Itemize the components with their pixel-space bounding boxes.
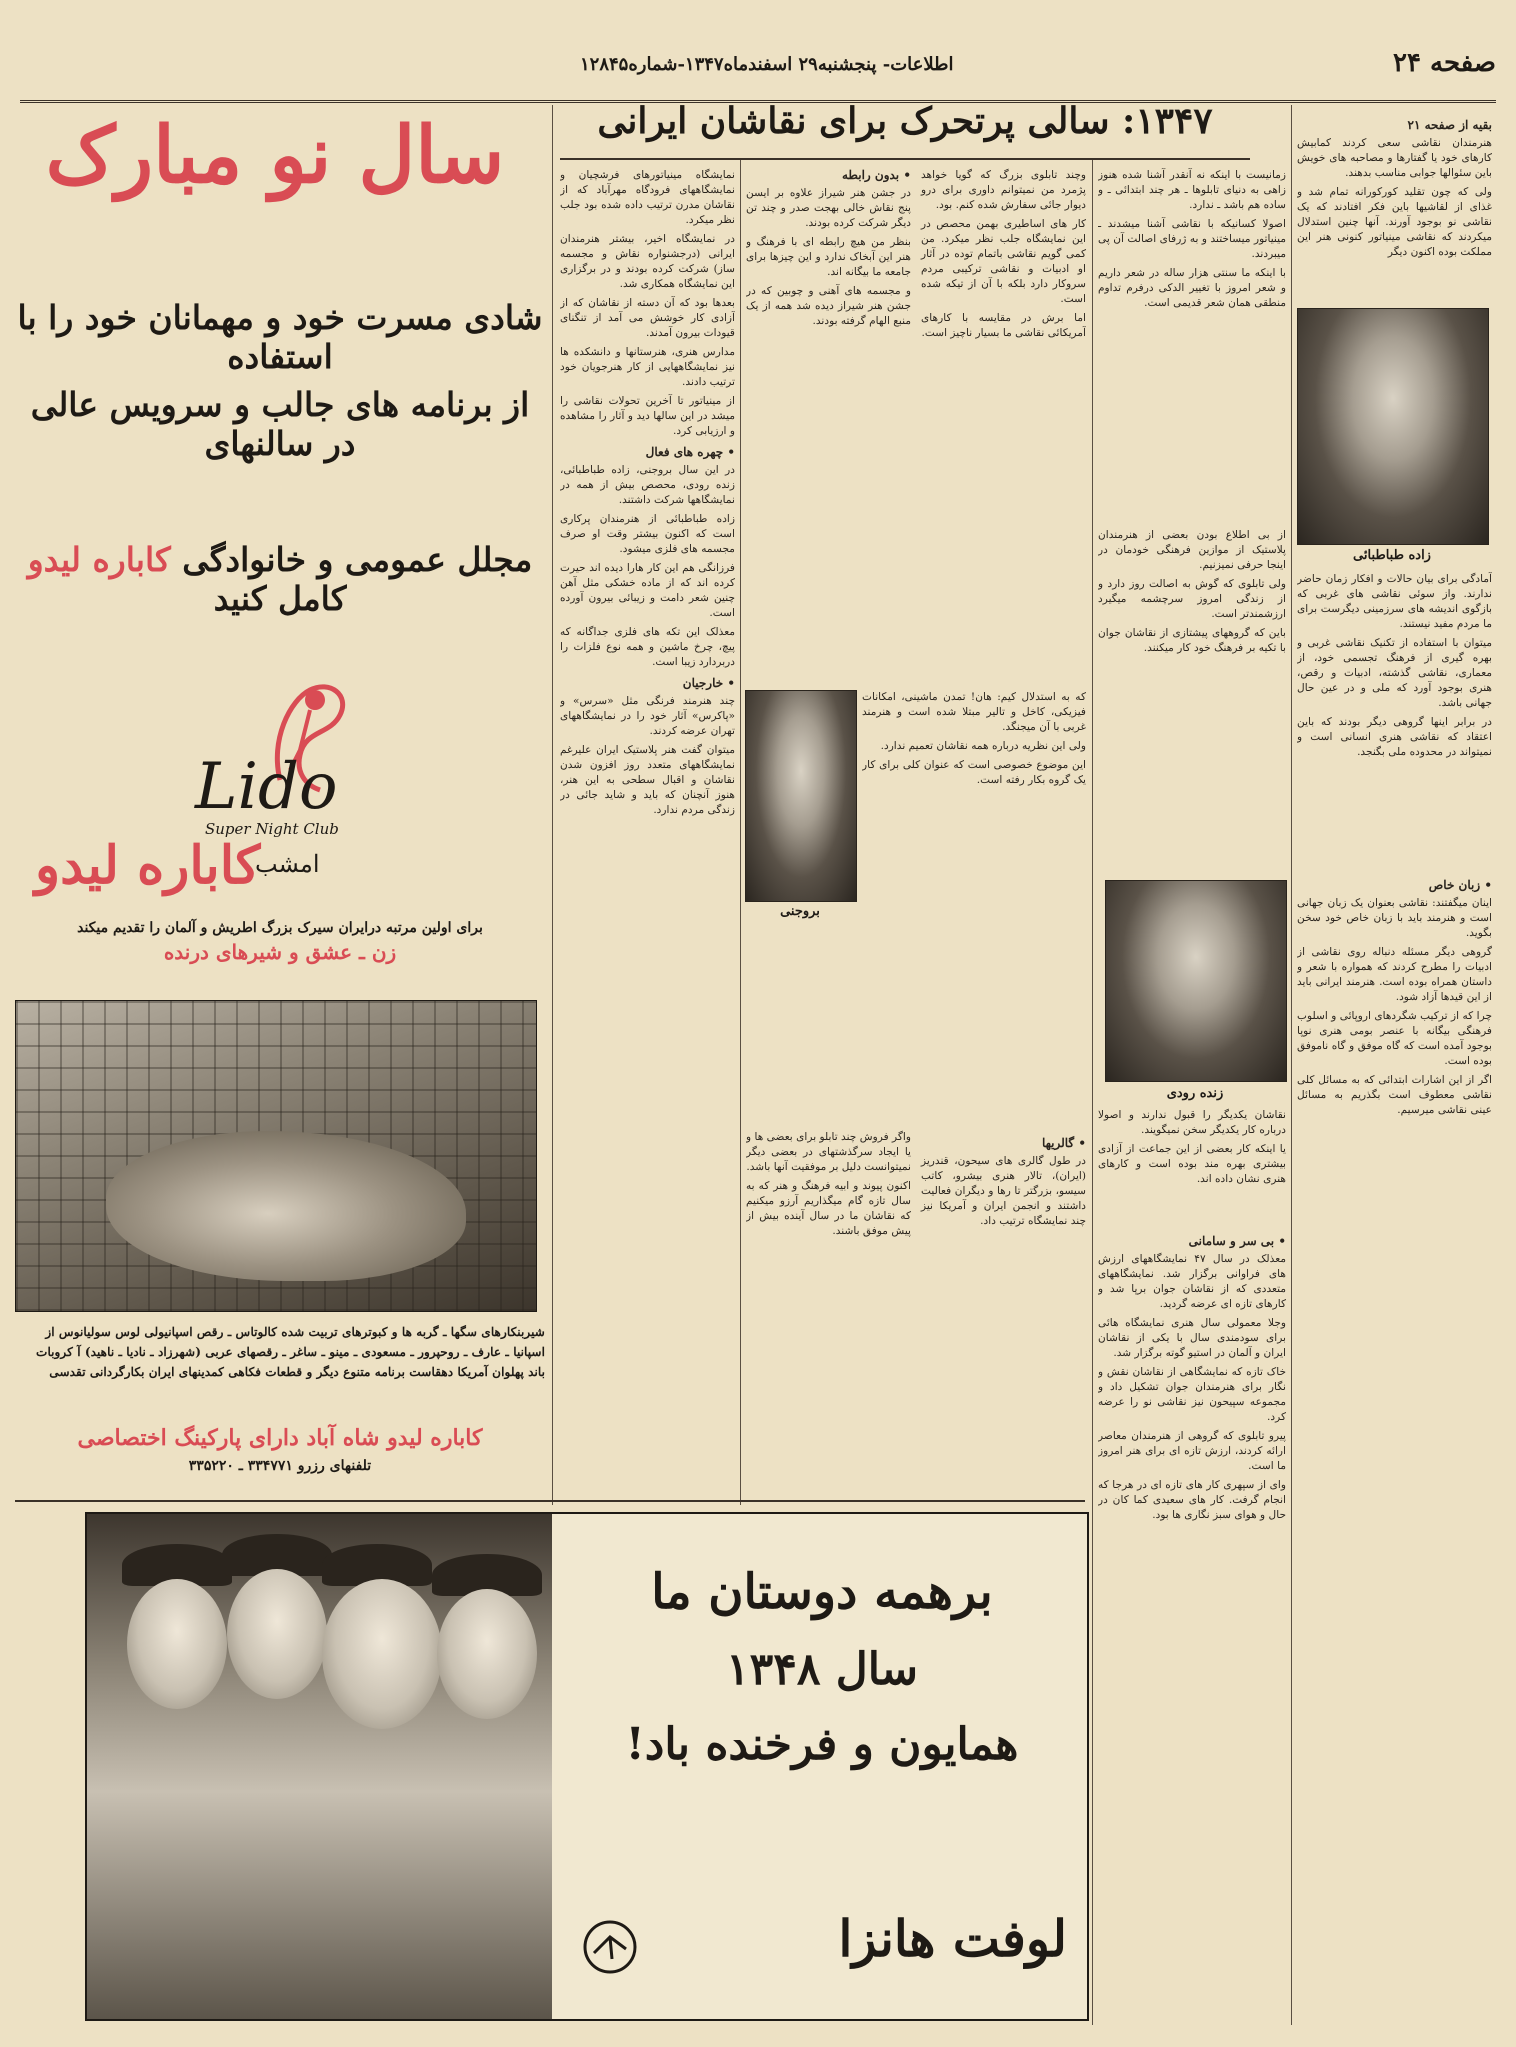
paragraph: از بی اطلاع بودن بعضی از هنرمندان پلاستیک از موازین فرهنگی خودمان در اینجا حرفی نمیزنیم.	[1098, 529, 1286, 571]
paper-info: اطلاعات- پنجشنبه۲۹ اسفندماه۱۳۴۷-شماره۱۲۸۴۵	[580, 54, 954, 75]
paragraph: مدارس هنری، هنرستانها و دانشکده ها نیز نمایشگاههایی از کار هنرجویان خود ترتیب دادند.	[560, 346, 735, 388]
paragraph: وای از سپهری کار های تازه ای در هرجا که انجام گرفت. کار های سعیدی کما کان در حال و هوای سبز نگاری ها بود.	[1098, 1479, 1286, 1521]
article-headline: ۱۳۴۷: سالی پرتحرک برای نقاشان ایرانی	[560, 100, 1250, 160]
portrait-photo-zendehroudi	[1105, 880, 1287, 1082]
article-column-mid-right-top	[1098, 168, 1286, 528]
club-name: کاباره لیدو	[35, 835, 261, 896]
column-rule	[740, 160, 741, 1505]
article-column-right-top	[1297, 112, 1492, 307]
section-divider	[15, 1500, 1085, 1502]
paragraph: زاده طباطبائی از هنرمندان پرکاری است که اکنون بیشتر وقت او صرف مجسمه های فلزی میشود.	[560, 513, 735, 555]
article-column-mid-right-c	[1098, 1108, 1286, 1228]
paragraph: از مینیاتور تا آخرین تحولات نقاشی را میشد در این سالها دید و آثار را مشاهده و ارزیابی کرد.	[560, 395, 735, 437]
paragraph: در نمایشگاه اخیر، بیشتر هنرمندان ایرانی (درجشنواره نقاش و مجسمه ساز) شرکت کرده بودند و در برگزاری این نمایشگاه همکاری شد.	[560, 233, 735, 290]
paragraph: در طول گالری های سیحون، قندریز (ایران)، تالار هنری بیشرو، کاتب سیسو، بزرگتر تا رها و دیگران فعالیت داشتند و انجمن ایران و آمریکا نیز چند نمایشگاه ترتیب داد.	[921, 1155, 1086, 1227]
crane-icon	[582, 1919, 638, 1975]
article-column-left	[560, 168, 735, 1503]
paragraph: بعدها بود که آن دسته از نقاشان که از آزادی کار خوشش می آمد از تنگنای قیودات بیرون آمدند.	[560, 297, 735, 339]
paragraph: با اینکه ما سنتی هزار ساله در شعر داریم و شعر امروز با تغییر الدکی درفرم تداوم منطقی همان شعر قدیمی است.	[1098, 267, 1286, 309]
column-rule	[1092, 160, 1093, 2025]
ad-line-highlight: کاباره لیدو	[27, 540, 171, 579]
ad-line: شادی مسرت خود و مهمانان خود را با استفاده	[17, 298, 543, 376]
circus-note: برای اولین مرتبه درایران سیرک بزرگ اطریش و آلمان را تقدیم میکند	[77, 920, 483, 936]
paragraph: این موضوع خصوصی است که عنوان کلی برای کار یک گروه بکار رفته است.	[862, 759, 1086, 786]
paragraph: اصولا کسانیکه با نقاشی آشنا میشدند ـ مینیاتور میساختند و به ژرفای اصالت آن پی میبردند.	[1098, 218, 1286, 260]
section-subheading: • گالریها	[1041, 1136, 1086, 1150]
article-column-mid-left-d	[746, 1130, 1086, 1500]
photo-caption: زاده طباطبائی	[1353, 548, 1431, 563]
lufthansa-brand: لوفت هانزا	[838, 1909, 1067, 1968]
paragraph: ولی این نظریه درباره همه نقاشان تعمیم ندارد.	[880, 740, 1086, 752]
ad-line-part: مجلل عمومی و خانوادگی	[182, 540, 533, 579]
paragraph: زمانیست با اینکه نه آنقدر آشنا شده هنوز زاهی به دنیای تابلوها ـ هر چند ابتدائی ـ و ساده هم باشد ـ ندارد.	[1098, 169, 1286, 211]
paragraph: آمادگی برای بیان حالات و افکار زمان حاضر ندارند. واز سوئی نقاشی های غربی که بازگوی اندیشه های سرزمینی دیگرست برای ما مردم مفید نیستند.	[1297, 573, 1492, 630]
section-subheading: • بی سر و سامانی	[1188, 1234, 1286, 1248]
paragraph: در این سال بروجنی، زاده طباطبائی، زنده رودی، محصص بیش از همه در نمایشگاهها شرکت داشتند.	[560, 464, 735, 506]
paragraph: فرزانگی هم این کار هارا دیده اند حیرت کرده اند که از ماده خشکی مثل آهن چنین شعر دامت و زیبائی بیرون آورده است.	[560, 562, 735, 619]
paragraph: واگر فروش چند تابلو برای بعضی ها و یا ایجاد سرگذشتهای در بعضی دیگر نمیتوانست دلیل بر موفقیت آنها باشد.	[746, 1131, 911, 1173]
paragraph: وجلا معمولی سال هنری نمایشگاه هائی برای سودمندی سال با یکی از نقاشان ایران و آلمان در استیو گوته برگزار شد.	[1098, 1317, 1286, 1359]
face-shape	[127, 1579, 227, 1709]
photo-caption: زنده رودی	[1166, 1086, 1224, 1101]
paragraph: که به استدلال کیم: هان! تمدن ماشینی، امکانات فیزیکی، کاخل و تالیر مبتلا شده است و هنرمند غربی با آن میجنگد.	[862, 691, 1086, 733]
article-column-right-bottom	[1297, 872, 1492, 2022]
paragraph: ولی تابلوی که گوش به اصالت روز دارد و از زندگی امروز سرچشمه میگیرد ارزشمندتر است.	[1098, 578, 1286, 620]
article-column-mid-right-d	[1098, 1228, 1286, 2023]
ad-wish: همایون و فرخنده باد!	[625, 1719, 1019, 1770]
paragraph: هنرمندان نقاشی سعی کردند کمابیش کارهای خود یا گفتارها و مصاحبه های خویش باین سئوالها جوابی مناسب بدهند.	[1297, 137, 1492, 179]
paragraph: ولی که چون تقلید کورکورانه تمام شد و غذای از لقاشیها باین فکر افتادند که یک نقاشی نو بوجود آورند. آنها چنین استدلال میکردند که نقاشی مینیاتور کنونی هنر این مملکت بوده اکنون دیگر	[1297, 186, 1492, 258]
circus-tagline: زن ـ عشق و شیرهای درنده	[163, 940, 397, 964]
face-shape	[437, 1589, 537, 1719]
paragraph: نقاشان یکدیگر را قبول ندارند و اصولا درباره کار یکدیگر سخن نمیگویند.	[1098, 1109, 1286, 1136]
reservation-phones: تلفنهای رزرو ۳۳۴۷۷۱ ـ ۳۳۵۲۲۰	[188, 1458, 372, 1474]
column-rule	[1291, 105, 1292, 2025]
paragraph: خاک تازه که نمایشگاهی از نقاشان نقش و نگار برای هنرمندان جوان تشکیل داد و مجموعه سپیحون نیز نقاشی نو را عرضه کرد.	[1098, 1366, 1286, 1423]
face-shape	[227, 1569, 327, 1699]
photo-caption: بروجنی	[780, 904, 820, 919]
parking-note: کاباره لیدو شاه آباد دارای پارکینگ اختصاصی	[77, 1425, 483, 1451]
paragraph: چند هنرمند فرنگی مثل «سرس» و «پاکرس» آثار خود را در نمایشگاههای تهران عرضه کردند.	[560, 695, 735, 737]
lido-logo-subtitle: Super Night Club	[205, 820, 339, 838]
tonight-label: امشب	[255, 850, 320, 878]
paragraph: معذلک در سال ۴۷ نمایشگاههای ارزش های فراوانی برگزار شد. نمایشگاههای متعددی که از نقاشان جوان برپا شد و کارهای تازه ای عرضه گردید.	[1098, 1253, 1286, 1310]
portrait-photo-zadeh	[1297, 308, 1489, 545]
lufthansa-ad	[85, 1512, 1089, 2021]
ad-line: از برنامه های جالب و سرویس عالی در سالنهای	[30, 385, 530, 463]
section-subheading: • چهره های فعال	[645, 445, 735, 459]
paragraph: چرا که از ترکیب شگردهای اروپائی و اسلوب فرهنگی بیگانه با عنصر بومی هنری نوپا بوجود آمده است که گاه موفق و گاه ناموفق بوده است.	[1297, 1010, 1492, 1067]
paragraph: کار های اساطیری بهمن محصص در این نمایشگاه جلب نظر میکرد. من کمی گویم نقاشی باتمام توده در آثار او ادبیات و نقاشی ترکیبی مردم سروکار دارد بلکه با آن از تیکه شده است.	[921, 218, 1086, 305]
section-subheading: • زبان خاص	[1428, 878, 1492, 892]
article-column-mid-left-top	[746, 168, 1086, 688]
ad-year: سال ۱۳۴۸	[725, 1644, 919, 1695]
paragraph: در جشن هنر شیراز علاوه بر ایسن پنج نقاش خالی بهجت صدر و چند تن دیگر شرکت کرده بودند.	[746, 187, 911, 229]
paragraph: بنظر من هیچ رابطه ای با فرهنگ و هنر این آبخاک ندارد و این چیزها برای جامعه ما بیگانه اند.	[746, 236, 911, 278]
article-column-mid-left-c	[862, 690, 1086, 1130]
paragraph: میتوان با استفاده از تکنیک نقاشی غربی و بهره گیری از فرهنگ تجسمی خود، از معماری، نقاشی گذشته، ادبیات و رقص، هنری بوجود آورد که ملی و در عین حال جهانی باشد.	[1297, 637, 1492, 709]
article-column-mid-right-b	[1098, 528, 1286, 878]
section-subheading: • بدون رابطه	[841, 168, 911, 182]
paragraph: در برابر اینها گروهی دیگر بودند که باین اعتقاد که نقاشی هنری انسانی است و نمیتواند در محدوده ملی بگنجد.	[1297, 716, 1492, 758]
column-rule	[552, 105, 553, 1505]
paragraph: میتوان گفت هنر پلاستیک ایران علیرغم نمایشگاههای متعدد روز افزون شدن نقاشان و اقبال سطحی به این هنر، هنوز آنچنان که باید و شاید جائی در زندگی مردم ندارد.	[560, 744, 735, 816]
paragraph: گروهی دیگر مسئله دنباله روی نقاشی از ادبیات را مطرح کردند که همواره با شعر و داستان همراه بوده است. هنرمند ایرانی باید از این قیدها آزاد شود.	[1297, 946, 1492, 1003]
paragraph: پیرو تابلوی که گروهی از هنرمندان معاصر ارائه کردند، ارزش تازه ای برای هنر امروز ما است.	[1098, 1430, 1286, 1472]
paragraph: باین که گروههای پیشتازی از نقاشان جوان با تکیه بر فرهنگ خود کار میکنند.	[1098, 627, 1286, 654]
lido-logo-text: Lido	[195, 750, 338, 824]
paragraph: اگر از این اشارات ابتدائی که به مسائل کلی نقاشی معطوف است بگذریم به مسائل عینی نقاشی میرسیم.	[1297, 1074, 1492, 1116]
paragraph: وچند تابلوی بزرگ که گویا خواهد پژمرد من نمیتوانم داوری برای درو دیوار جائی سفارش شده کنم. بود.	[921, 169, 1086, 211]
ad-greeting: برهمه دوستان ما	[651, 1564, 993, 1620]
face-shape	[322, 1579, 442, 1729]
section-subheading: • خارجیان	[682, 676, 735, 690]
article-column-right-mid	[1297, 572, 1492, 872]
paragraph: یا اینکه کار بعضی از این جماعت از آزادی بیشتری بهره مند بوده است و کارهای هنری نشان داده اند.	[1098, 1143, 1286, 1185]
paragraph: اما برش در مقایسه با کارهای آمریکائی نقاشی ما بسیار ناچیز است.	[921, 312, 1086, 339]
ad-line-part: کامل کنید	[213, 579, 347, 618]
paragraph: نمایشگاه مینیاتورهای فرشچیان و نمایشگاههای فرودگاه مهرآباد که از نقاشان مدرن ترتیب داده شده بود جلب نظر میکرد.	[560, 169, 735, 226]
paragraph: معذلک این تکه های فلزی جداگانه که پیچ، چرخ ماشین و همه نوع فلزات را دربردارد زیبا است.	[560, 626, 735, 668]
paragraph: و مجسمه های آهنی و چوبین که در جشن هنر شیراز دیده شد همه از یک منبع الهام گرفته بودند.	[746, 285, 911, 327]
paragraph: اکنون پیوند و ابیه فرهنگ و هنر که به سال تازه گام میگذاریم آرزو میکنیم که نقاشان ما در سال آینده بیش از پیش موفق باشند.	[746, 1180, 911, 1237]
ad-line	[15, 540, 545, 618]
paragraph: اینان میگفتند: نقاشی بعنوان یک زبان جهانی است و هنرمند باید با زبان خاص خود سخن بگوید.	[1297, 897, 1492, 939]
ad-title-new-year: سال نو مبارک	[45, 110, 505, 201]
stewardesses-photo	[87, 1514, 552, 2019]
lion-performer-photo	[15, 1000, 537, 1312]
article-column-mid-left-c2	[746, 930, 856, 1130]
continued-note: بقیه از صفحه ۲۱	[1407, 118, 1492, 132]
page-masthead	[20, 40, 1496, 103]
page-number: صفحه ۲۴	[1393, 48, 1496, 78]
portrait-photo-baroujeni	[745, 690, 857, 902]
program-list: شیربنکارهای سگها ـ گربه ها و کبوترهای تربیت شده کالوتاس ـ رقص اسپانیولی لوس سولیانوس از اسپانیا ـ عارف ـ روحپرور ـ مسعودی ـ مینو ـ ساغر ـ رقصهای عربی (شهرزاد ـ نادیا ـ ناهید) آ کروبات باند پهلوان آمریکا دهقاست برنامه متنوع دیگر و قطعات فکاهی کمدینهای ایران بکارگردانی تقدسی	[35, 1325, 545, 1379]
